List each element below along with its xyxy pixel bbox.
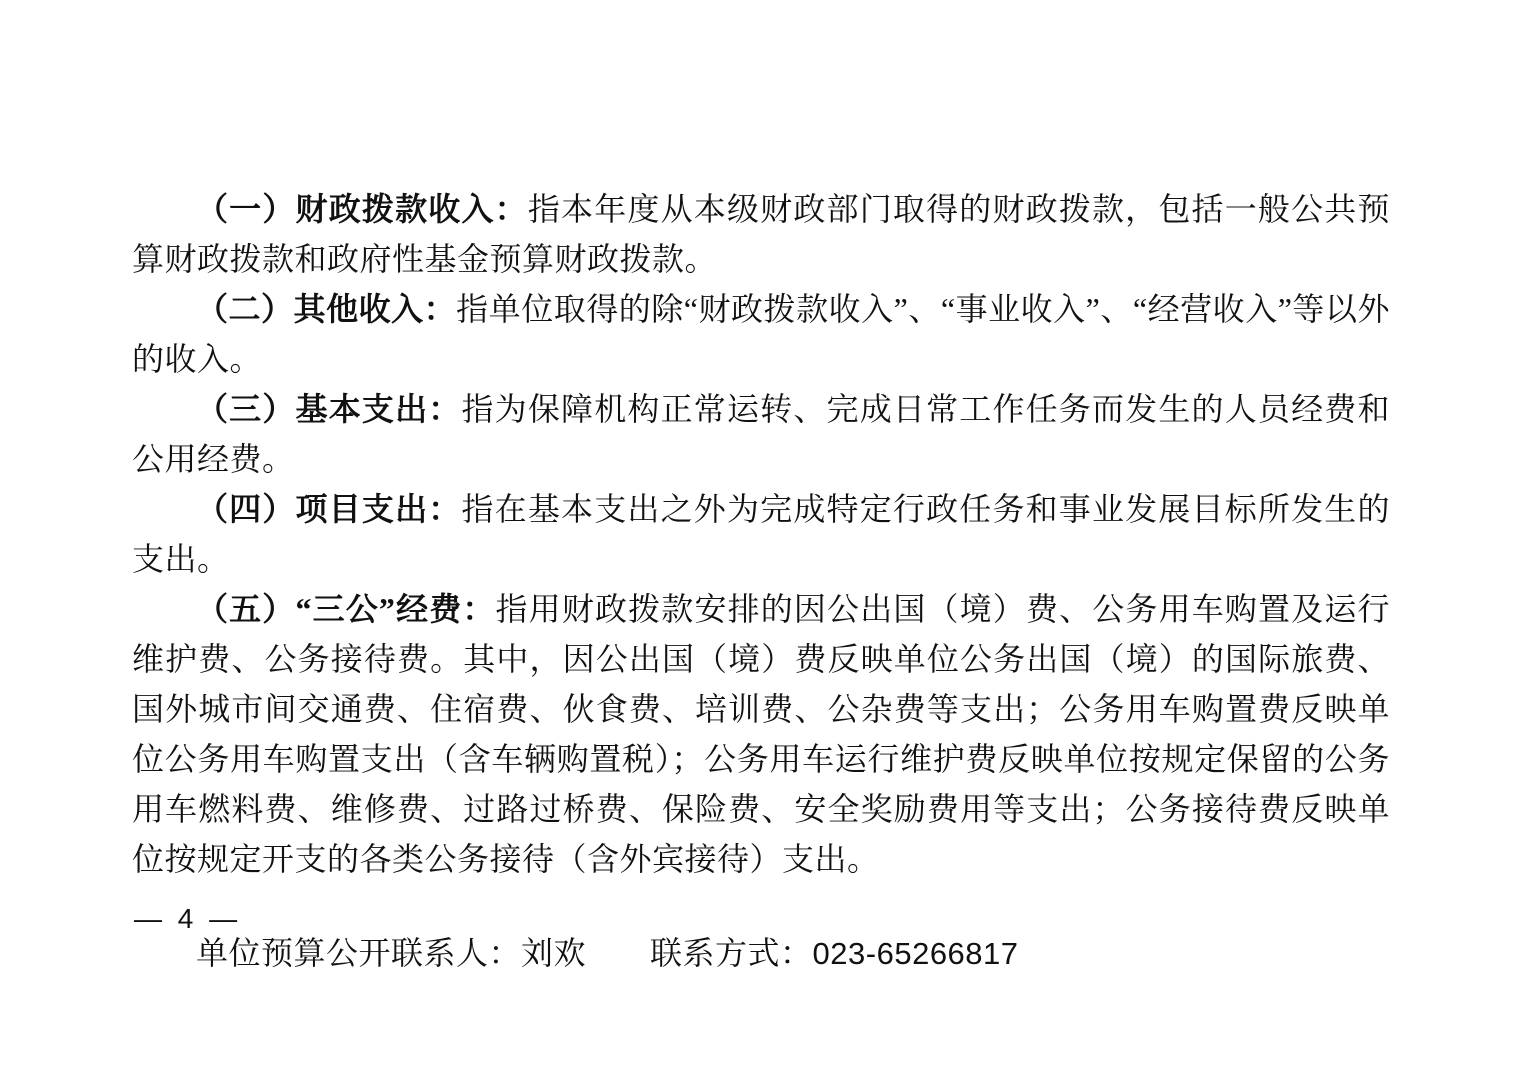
- contact-line: [132, 928, 1390, 979]
- term-definition: 指用财政拨款安排的因公出国（境）费、公务用车购置及运行维护费、公务接待费。其中，因公出国（境）费反映单位公务出国（境）的国际旅费、国外城市间交通费、住宿费、伙食费、培训费、公杂费等支出；公务用车购置费反映单位公务用车购置支出（含车辆购置税）；公务用车运行维护费反映单位按规定保留的公务用车燃料费、维修费、过路过桥费、保险费、安全奖励费用等支出；公务接待费反映单位按规定开支的各类公务接待（含外宾接待）支出。: [132, 591, 1390, 877]
- term-definition: 指在基本支出之外为完成特定行政任务和事业发展目标所发生的支出。: [132, 491, 1390, 577]
- term-definition: 指为保障机构正常运转、完成日常工作任务而发生的人员经费和公用经费。: [132, 391, 1390, 477]
- term-label: （二）其他收入：: [196, 291, 457, 327]
- paragraph-fiscal-appropriation-income: [132, 184, 1390, 284]
- paragraph-three-public-funds: [132, 584, 1390, 884]
- term-label: （三）基本支出：: [196, 391, 462, 427]
- paragraph-other-income: [132, 284, 1390, 384]
- term-label: （四）项目支出：: [196, 491, 462, 527]
- contact-phone-number: 023-65266817: [812, 936, 1019, 971]
- contact-person-name: 刘欢: [521, 935, 587, 971]
- term-definition: 指单位取得的除“财政拨款收入”、“事业收入”、“经营收入”等以外的收入。: [132, 291, 1390, 377]
- contact-person-label: 单位预算公开联系人：: [196, 935, 522, 971]
- term-label: （五）“三公”经费：: [196, 591, 496, 627]
- paragraph-basic-expenditure: [132, 384, 1390, 484]
- term-definition: 指本年度从本级财政部门取得的财政拨款，包括一般公共预算财政拨款和政府性基金预算财政拨款。: [132, 191, 1390, 277]
- contact-method-label: 联系方式：: [650, 935, 813, 971]
- document-body: [132, 184, 1390, 979]
- term-label: （一）财政拨款收入：: [196, 191, 528, 227]
- paragraph-project-expenditure: [132, 484, 1390, 584]
- page-number: — 4 —: [134, 903, 242, 934]
